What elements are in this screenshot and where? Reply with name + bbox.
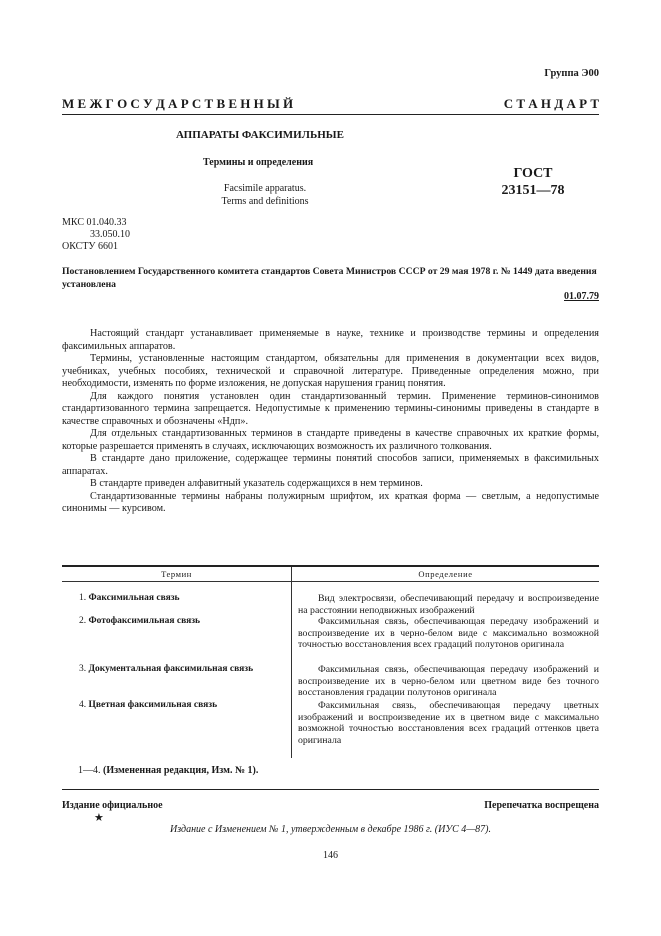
term-name: Цветная факсимильная связь [88, 700, 218, 710]
amendment-text: (Измененная редакция, Изм. № 1). [103, 765, 259, 776]
paragraph: В стандарте дано приложение, содержащее термины понятий способов записи, применяемых в факсимильных аппаратах. [62, 453, 599, 477]
term-cell [79, 700, 217, 712]
introduction [62, 328, 599, 516]
gost-number: 23151—78 [501, 183, 565, 198]
term-name: Факсимильная связь [88, 593, 180, 603]
term-number: 2. [79, 616, 87, 626]
decree-text: Постановлением Государственного комитета стандартов Совета Министров СССР от 29 мая 1978 г. № 1449 дата введения установлена [62, 266, 597, 290]
banner-divider [62, 114, 599, 115]
edition-label: Издание официальное [62, 800, 163, 811]
footer-divider [62, 789, 599, 790]
amendment-note [78, 765, 258, 776]
document-title: АППАРАТЫ ФАКСИМИЛЬНЫЕ [176, 129, 344, 141]
group-code: Группа Э00 [544, 68, 599, 79]
paragraph: Стандартизованные термины набраны полужирным шрифтом, их краткая форма — светлым, а недопустимые синонимы — курсивом. [62, 490, 599, 514]
terms-table [62, 565, 599, 758]
english-title-line2: Terms and definitions [221, 196, 309, 207]
english-title [200, 182, 330, 208]
term-cell [79, 664, 253, 676]
effective-date: 01.07.79 [564, 291, 599, 302]
column-divider [291, 582, 292, 758]
star-icon: ★ [94, 812, 104, 824]
reprint-notice: Перепечатка воспрещена [484, 800, 599, 811]
issue-note: Издание с Изменением № 1, утвержденным в декабре 1986 г. (ИУС 4—87). [170, 824, 491, 835]
paragraph: Для каждого понятия установлен один стандартизованный термин. Применение терминов-синонимов стандартизованного термина запрещается. Недопустимые к применению термины-синонимы приведены в стандарте в качестве справочных и обозначены «Ндп». [62, 390, 599, 427]
term-name: Фотофаксимильная связь [88, 616, 201, 626]
column-header-term: Термин [62, 567, 292, 581]
standard-banner [62, 96, 599, 112]
table-header [62, 567, 599, 582]
gost-label: ГОСТ [513, 166, 553, 181]
banner-left: М Е Ж Г О С У Д А Р С Т В Е Н Н Ы Й [62, 96, 294, 111]
mks-code-2: 33.050.10 [90, 229, 130, 240]
term-number: 1. [79, 593, 87, 603]
paragraph: Настоящий стандарт устанавливает применяемые в науке, технике и производстве термины и определения факсимильных аппаратов. [62, 328, 599, 352]
document-subtitle: Термины и определения [203, 157, 314, 168]
term-number: 4. [79, 700, 87, 710]
english-title-line1: Facsimile apparatus. [223, 183, 307, 194]
definition-cell: Факсимильная связь, обеспечивающая передачу изображений и воспроизведение их в черно-белом или цветном виде без точного восстановления градации полутонов оригинала [298, 664, 599, 698]
paragraph: Термины, установленные настоящим стандартом, обязательны для применения в документации всех видов, учебниках, учебных пособиях, технической и справочной литературе. Приведенные определения можно, при необходимости, изменять по форме изложения, не допуская нарушения границ понятия. [62, 353, 599, 389]
definition-cell: Факсимильная связь, обеспечивающая передачу изображений и воспроизведение их в черно-белом виде с максимально возможной точностью восстановления всех градаций полутонов оригинала [298, 616, 599, 650]
okstu-code: ОКСТУ 6601 [62, 241, 119, 252]
column-header-definition: Определение [418, 569, 473, 579]
table-body [62, 582, 599, 758]
term-number: 3. [79, 664, 87, 674]
gost-designation [498, 165, 568, 199]
paragraph: В стандарте приведен алфавитный указатель содержащихся в нем терминов. [90, 478, 423, 489]
term-cell [79, 616, 200, 628]
classification-codes [62, 217, 130, 253]
term-cell [79, 593, 180, 605]
banner-right: С Т А Н Д А Р Т [503, 96, 599, 111]
term-name: Документальная факсимильная связь [88, 664, 254, 674]
paragraph: Для отдельных стандартизованных терминов в стандарте приведены в качестве справочных их краткие формы, которые разрешается применять в случаях, исключающих возможность их различного толкования. [62, 428, 599, 452]
definition-cell: Вид электросвязи, обеспечивающий передачу и воспроизведение на расстоянии неподвижных изображений [298, 593, 599, 616]
page-number: 146 [323, 850, 338, 861]
mks-code-1: МКС 01.040.33 [62, 217, 127, 228]
definition-cell: Факсимильная связь, обеспечивающая передачу цветных изображений и воспроизведение их в цветном виде с максимально возможной точностью восстановления всех градаций оттенков цвета оригинала [298, 700, 599, 746]
amendment-range: 1—4. [78, 765, 101, 776]
